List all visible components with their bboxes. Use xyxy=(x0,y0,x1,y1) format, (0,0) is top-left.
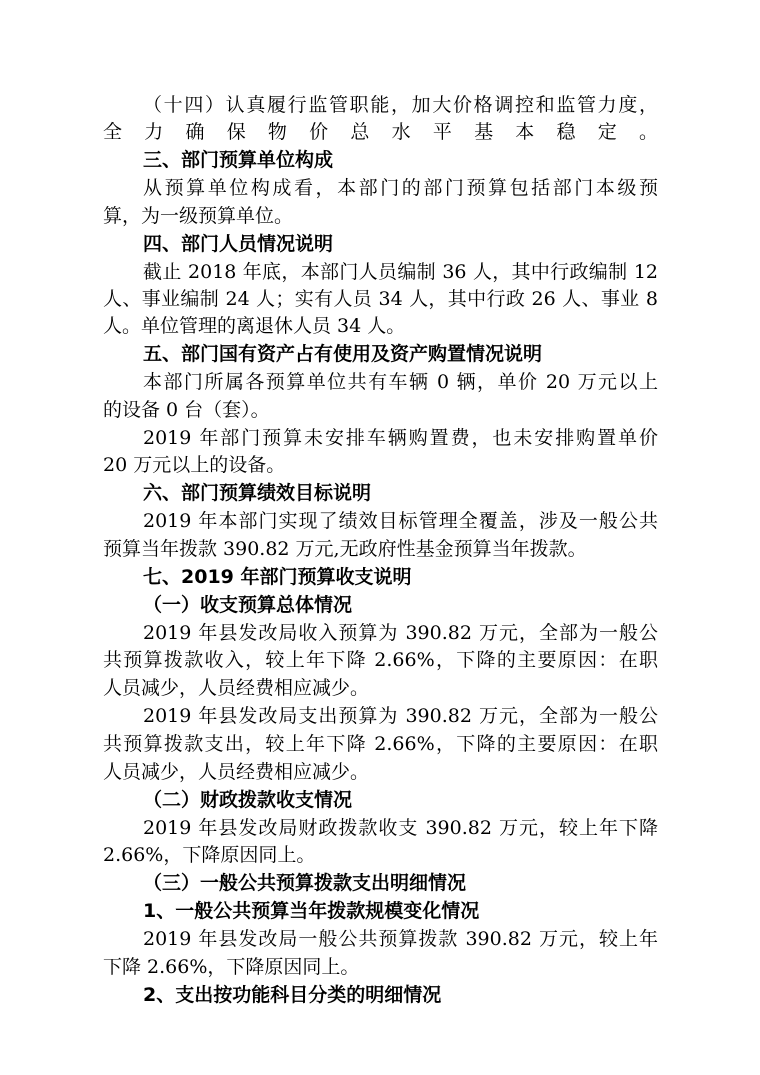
section-heading: 四、部门人员情况说明 xyxy=(143,233,334,255)
paragraph-line: 人员减少，人员经费相应减少。 xyxy=(103,677,370,699)
paragraph-line: 截止 2018 年底，本部门人员编制 36 人，其中行政编制 12 xyxy=(143,261,658,283)
paragraph-line: 2019 年部门预算未安排车辆购置费，也未安排购置单价 xyxy=(143,427,658,449)
paragraph-line: 下降 2.66%，下降原因同上。 xyxy=(103,956,360,978)
section-heading: 三、部门预算单位构成 xyxy=(143,149,334,171)
subsection-heading: 2、支出按功能科目分类的明细情况 xyxy=(143,984,442,1006)
section-heading: 五、部门国有资产占有使用及资产购置情况说明 xyxy=(143,343,543,365)
paragraph-line: 共预算拨款收入，较上年下降 2.66%，下降的主要原因：在职 xyxy=(103,649,658,671)
paragraph-line: 人、事业编制 24 人；实有人员 34 人，其中行政 26 人、事业 8 xyxy=(103,288,658,310)
section-heading: 七、2019 年部门预算收支说明 xyxy=(143,566,412,588)
paragraph-line: 全力确保物价总水平基本稳定。 xyxy=(103,121,658,143)
subsection-heading: （三）一般公共预算拨款支出明细情况 xyxy=(143,872,467,894)
paragraph-line: 本部门所属各预算单位共有车辆 0 辆，单价 20 万元以上 xyxy=(143,371,658,393)
paragraph-line: 预算当年拨款 390.82 万元,无政府性基金预算当年拨款。 xyxy=(103,538,587,560)
paragraph-line: 从预算单位构成看，本部门的部门预算包括部门本级预 xyxy=(143,177,658,199)
paragraph-line: 20 万元以上的设备。 xyxy=(103,454,286,476)
paragraph-line: 的设备 0 台（套）。 xyxy=(103,399,270,421)
paragraph-line: 2019 年县发改局一般公共预算拨款 390.82 万元，较上年 xyxy=(143,928,658,950)
paragraph-line: 2019 年本部门实现了绩效目标管理全覆盖，涉及一般公共 xyxy=(143,510,658,532)
subsection-heading: （二）财政拨款收支情况 xyxy=(143,789,353,811)
paragraph-line: 算，为一级预算单位。 xyxy=(103,205,294,227)
paragraph-line: 2.66%，下降原因同上。 xyxy=(103,844,316,866)
paragraph-line: （十四）认真履行监管职能，加大价格调控和监管力度， xyxy=(143,94,658,116)
paragraph-line: 2019 年县发改局财政拨款收支 390.82 万元，较上年下降 xyxy=(143,817,658,839)
subsection-heading: （一）收支预算总体情况 xyxy=(143,594,353,616)
paragraph-line: 共预算拨款支出，较上年下降 2.66%，下降的主要原因：在职 xyxy=(103,733,658,755)
paragraph-line: 人。单位管理的离退休人员 34 人。 xyxy=(103,315,406,337)
subsection-heading: 1、一般公共预算当年拨款规模变化情况 xyxy=(143,900,480,922)
section-heading: 六、部门预算绩效目标说明 xyxy=(143,482,372,504)
paragraph-line: 人员减少，人员经费相应减少。 xyxy=(103,761,370,783)
paragraph-line: 2019 年县发改局收入预算为 390.82 万元，全部为一般公 xyxy=(143,622,658,644)
paragraph-line: 2019 年县发改局支出预算为 390.82 万元，全部为一般公 xyxy=(143,705,658,727)
